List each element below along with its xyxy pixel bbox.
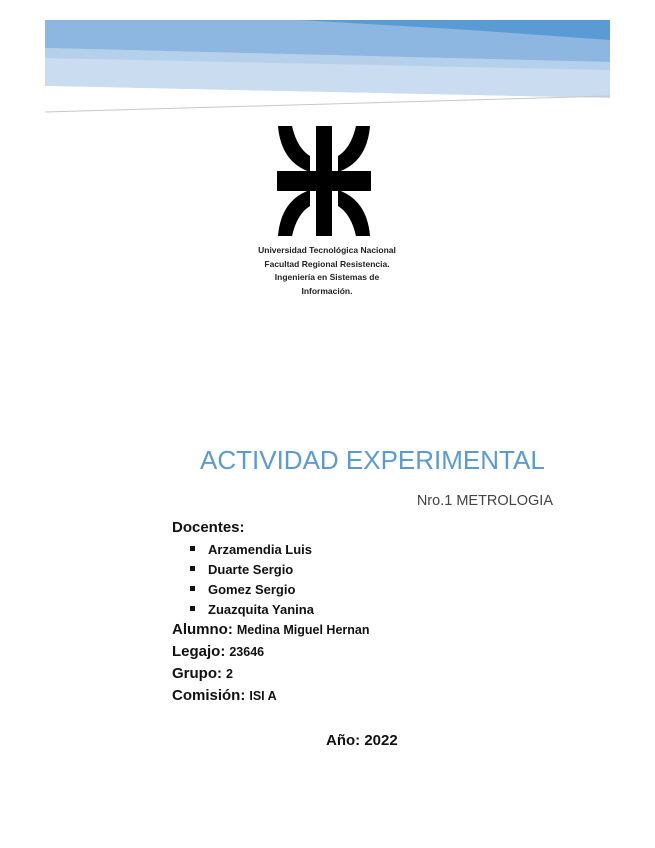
alumno-value: Medina Miguel Hernan: [236, 623, 370, 637]
docente-name: Zuazquita Yanina: [208, 602, 314, 617]
bullet-icon: [190, 566, 195, 571]
institution-line: Universidad Tecnológica Nacional: [258, 245, 396, 255]
comision-value: ISI A: [249, 689, 277, 703]
grupo-label: Grupo:: [172, 665, 222, 682]
bullet-icon: [190, 606, 195, 611]
bullet-icon: [190, 546, 195, 551]
header-banner: [0, 0, 655, 120]
docente-name: Arzamendia Luis: [208, 542, 313, 557]
list-item: [190, 560, 314, 580]
institution-line: Ingeniería en Sistemas de: [274, 272, 380, 282]
document-subtitle: Nro.1 METROLOGIA: [416, 493, 553, 509]
institution-name: [232, 244, 422, 298]
legajo-field: [172, 643, 264, 661]
bullet-icon: [190, 586, 195, 591]
list-item: [190, 580, 314, 600]
docentes-label: Docentes:: [172, 519, 245, 536]
comision-field: [172, 687, 277, 705]
utn-logo: [275, 126, 373, 236]
legajo-label: Legajo:: [172, 643, 226, 660]
grupo-value: 2: [226, 667, 233, 681]
docente-name: Gomez Sergio: [208, 582, 296, 597]
alumno-label: Alumno:: [172, 621, 233, 638]
document-title: ACTIVIDAD EXPERIMENTAL: [200, 445, 545, 475]
comision-label: Comisión:: [172, 687, 246, 704]
list-item: [190, 540, 314, 560]
year: Año: 2022: [326, 732, 398, 749]
docentes-list: [190, 540, 314, 620]
legajo-value: 23646: [229, 645, 265, 659]
institution-line: Información.: [301, 285, 353, 296]
list-item: [190, 600, 314, 620]
alumno-field: [172, 621, 369, 639]
docente-name: Duarte Sergio: [208, 562, 294, 577]
grupo-field: [172, 665, 233, 683]
institution-line: Facultad Regional Resistencia.: [264, 258, 390, 269]
